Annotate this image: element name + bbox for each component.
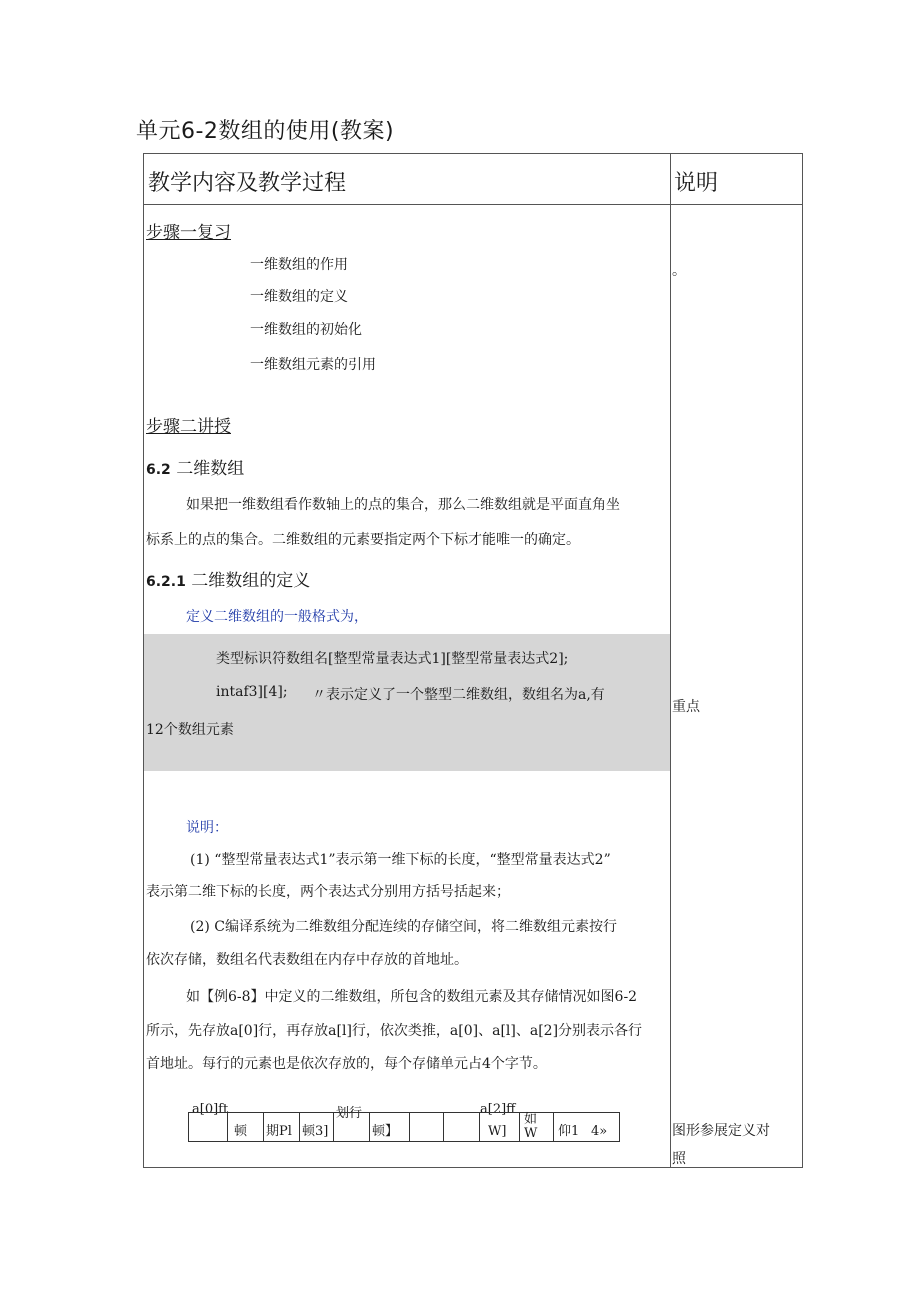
example-line: 首地址。每行的元素也是依次存放的，每个存储单元占4个字节。	[146, 1056, 547, 1072]
section-6-2-heading	[146, 454, 244, 479]
note-line: 依次存储，数组名代表数组在内存中存放的首地址。	[146, 952, 468, 968]
section-title: 二维数组	[176, 459, 245, 479]
intro-line: 如果把一维数组看作数轴上的点的集合，那么二维数组就是平面直角坐	[186, 497, 620, 513]
memory-cell	[333, 1113, 369, 1141]
definition-label: 定义二维数组的一般格式为，	[186, 609, 368, 625]
example-line: 所示，先存放a[0]行，再存放a[l]行，依次类推，a[0]、a[l]、a[2]分别表示各行	[146, 1023, 643, 1039]
column-divider	[670, 154, 671, 1167]
memory-row-label: a[2]ff	[480, 1102, 516, 1117]
code-format-line: 类型标识符数组名[整型常量表达式1][整型常量表达式2];	[216, 651, 569, 667]
section-number: 6.2	[146, 462, 171, 478]
side-note-dot: 。	[672, 263, 686, 279]
note-line: 表示第二维下标的长度，两个表达式分别用方括号括起来；	[146, 884, 510, 900]
header-notes: 说明	[674, 171, 719, 196]
memory-cell: 期Pl	[263, 1113, 299, 1141]
review-item: 一维数组的作用	[250, 257, 348, 273]
side-note-figure-reference-continued: 照	[672, 1151, 686, 1167]
memory-cell: 4»	[591, 1124, 608, 1139]
header-divider	[144, 204, 802, 205]
header-content-process: 教学内容及教学过程	[148, 171, 347, 196]
section-6-2-1-heading	[146, 566, 310, 591]
memory-cell: 顿	[227, 1113, 263, 1141]
side-note-key-point: 重点	[672, 699, 700, 715]
memory-cell	[443, 1113, 479, 1141]
memory-cell: 仰1	[553, 1113, 591, 1141]
note-line: (1) “整型常量表达式1”表示第一维下标的长度，“整型常量表达式2”	[190, 852, 611, 868]
code-comment-continued: 12个数组元素	[146, 722, 234, 738]
memory-cell: W]	[479, 1113, 519, 1141]
side-note-figure-reference: 图形参展定义对	[672, 1123, 770, 1139]
note-line: (2) C编译系统为二维数组分配连续的存储空间，将二维数组元素按行	[190, 919, 617, 935]
review-item: 一维数组的初始化	[250, 322, 362, 338]
code-comment: 〃表示定义了一个整型二维数组，数组名为a,有	[312, 687, 605, 703]
memory-layout-figure	[188, 1112, 620, 1142]
lesson-table	[143, 153, 803, 1168]
review-item: 一维数组元素的引用	[250, 357, 376, 373]
intro-line: 标系上的点的集合。二维数组的元素要指定两个下标才能唯一的确定。	[146, 532, 580, 548]
section-number: 6.2.1	[146, 574, 186, 590]
memory-row-label: 划行	[336, 1106, 363, 1121]
memory-cell	[409, 1113, 443, 1141]
memory-cell: 顿】	[369, 1113, 409, 1141]
document-title: 单元6-2数组的使用(教案)	[136, 119, 395, 144]
step1-heading: 步骤一复习	[146, 223, 231, 243]
memory-cell: 如W	[519, 1113, 553, 1141]
code-example: intaf3][4];	[216, 684, 288, 700]
memory-cell: 顿3]	[299, 1113, 333, 1141]
memory-row-label: a[0]ft	[192, 1102, 229, 1117]
memory-cell	[189, 1113, 227, 1141]
notes-label: 说明：	[186, 820, 228, 836]
section-title: 二维数组的定义	[191, 571, 311, 591]
step2-heading: 步骤二讲授	[146, 417, 231, 437]
review-item: 一维数组的定义	[250, 289, 348, 305]
example-line: 如【例6-8】中定义的二维数组，所包含的数组元素及其存储情况如图6-2	[186, 989, 638, 1005]
